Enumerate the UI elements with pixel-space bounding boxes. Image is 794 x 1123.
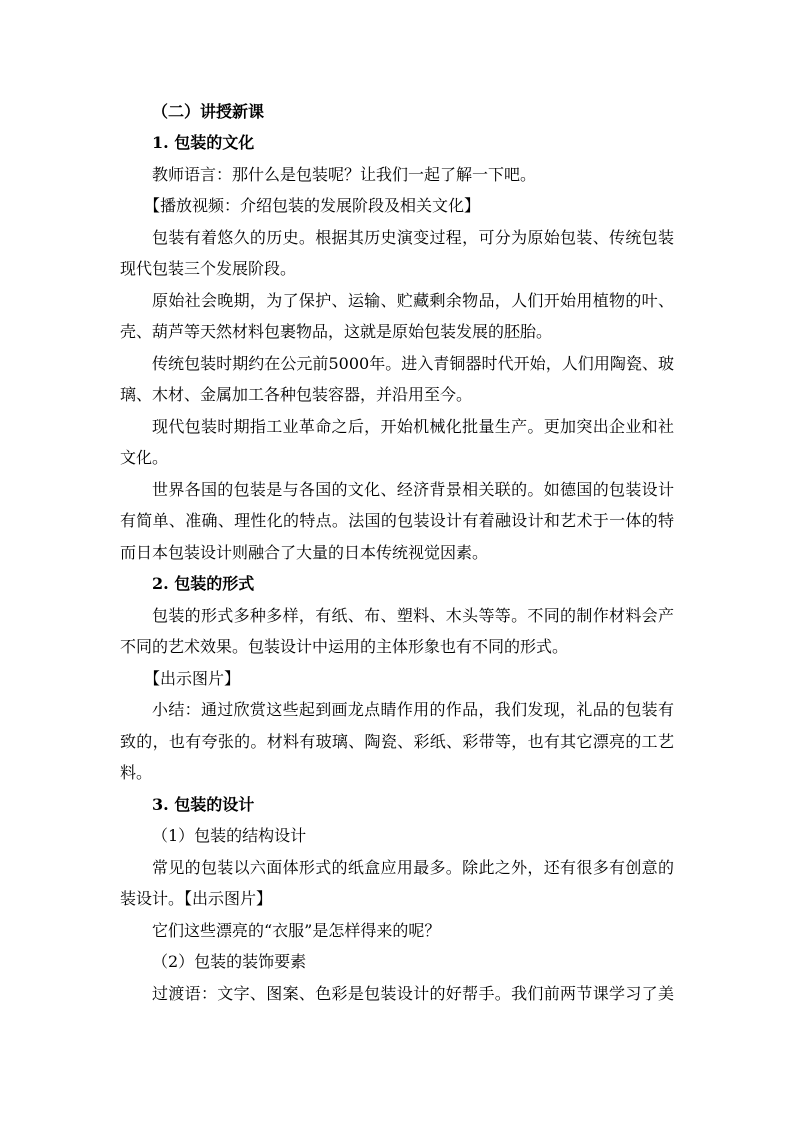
world-paragraph-line3: 而日本包装设计则融合了大量的日本传统视觉因素。 [120, 543, 489, 562]
traditional-paragraph-line2: 璃、木材、金属加工各种包装容器，并沿用至今。 [120, 385, 473, 404]
forms-paragraph-line1: 包装的形式多种多样，有纸、布、塑料、木头等等。不同的制作材料会产 [152, 606, 674, 625]
decoration-elements-heading: （2）包装的装饰要素 [152, 952, 307, 971]
show-images-note: 【出示图片】 [144, 669, 241, 688]
summary-paragraph-line2: 致的，也有夸张的。材料有玻璃、陶瓷、彩纸、彩带等，也有其它漂亮的工艺 [120, 732, 674, 751]
summary-paragraph-line3: 料。 [120, 763, 153, 782]
structure-design-heading: （1）包装的结构设计 [152, 826, 307, 845]
world-paragraph-line1: 世界各国的包装是与各国的文化、经济背景相关联的。如德国的包装设计 [152, 480, 674, 499]
history-paragraph-line1: 包装有着悠久的历史。根据其历史演变过程，可分为原始包装、传统包装 [152, 228, 674, 247]
primitive-paragraph-line2: 壳、葫芦等天然材料包裹物品，这就是原始包装发展的胚胎。 [120, 322, 553, 341]
modern-paragraph-line1: 现代包装时期指工业革命之后，开始机械化批量生产。更加突出企业和社 [152, 417, 674, 436]
traditional-paragraph-line1: 传统包装时期约在公元前5000年。进入青铜器时代开始，人们用陶瓷、玻 [152, 354, 674, 373]
video-note: 【播放视频：介绍包装的发展阶段及相关文化】 [144, 196, 481, 215]
forms-paragraph-line2: 不同的艺术效果。包装设计中运用的主体形象也有不同的形式。 [120, 637, 569, 656]
modern-paragraph-line2: 文化。 [120, 448, 169, 467]
world-paragraph-line2: 有简单、准确、理性化的特点。法国的包装设计有着融设计和艺术于一体的特 [120, 511, 674, 530]
section-heading: （二）讲授新课 [152, 102, 265, 121]
transition-paragraph-line1: 过渡语：文字、图案、色彩是包装设计的好帮手。我们前两节课学习了美 [152, 984, 674, 1003]
question-line: 它们这些漂亮的“衣服”是怎样得来的呢？ [152, 921, 441, 940]
part2-heading: 2. 包装的形式 [152, 574, 255, 593]
part3-heading: 3. 包装的设计 [152, 795, 255, 814]
summary-paragraph-line1: 小结：通过欣赏这些起到画龙点睛作用的作品，我们发现，礼品的包装有 [152, 700, 674, 719]
history-paragraph-line2: 现代包装三个发展阶段。 [120, 259, 297, 278]
structure-paragraph-line2: 装设计。【出示图片】 [120, 889, 273, 908]
part1-heading: 1. 包装的文化 [152, 133, 255, 152]
teacher-speech: 教师语言：那什么是包装呢？让我们一起了解一下吧。 [152, 165, 537, 184]
structure-paragraph-line1: 常见的包装以六面体形式的纸盒应用最多。除此之外，还有很多有创意的 [152, 858, 674, 877]
primitive-paragraph-line1: 原始社会晚期，为了保护、运输、贮藏剩余物品，人们开始用植物的叶、 [152, 291, 674, 310]
